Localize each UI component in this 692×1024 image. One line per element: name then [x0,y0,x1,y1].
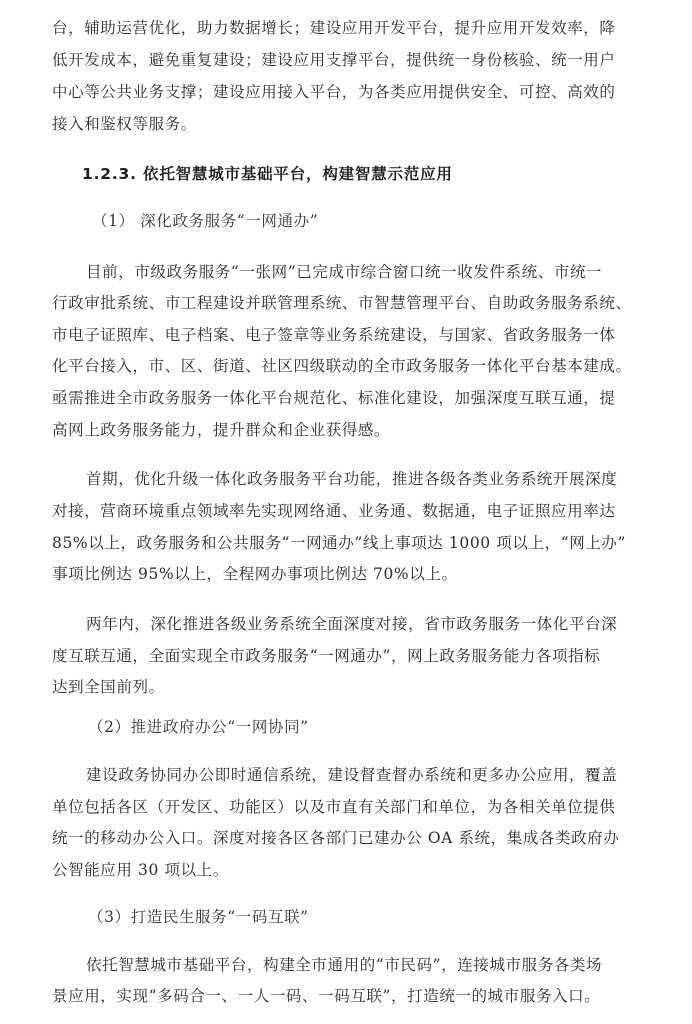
body-text-line: 中心等公共业务支撑；建设应用接入平台，为各类应用提供安全、可控、高效的 [52,83,616,101]
body-text-line: 亟需推进全市政务服务一体化平台规范化、标准化建设，加强深度互联互通，提 [52,389,616,407]
body-text-line: 公智能应用 30 项以上。 [52,861,229,879]
body-text-line: 首期，优化升级一体化政务服务平台功能，推进各级各类业务系统开展深度 [86,470,618,488]
body-text-line: 市电子证照库、电子档案、电子签章等业务系统建设，与国家、省政务服务一体 [52,326,616,344]
body-text-line: 景应用，实现“多码合一、一人一码、一码互联”，打造统一的城市服务入口。 [52,987,601,1005]
body-text-line: 依托智慧城市基础平台，构建全市通用的“市民码”，连接城市服务各类场 [86,956,603,974]
body-text-line: 高网上政务服务能力，提升群众和企业获得感。 [52,421,391,439]
body-text-line: 对接，营商环境重点领域率先实现网络通、业务通、数据通，电子证照应用率达 [52,502,616,520]
body-text-line: 低开发成本，避免重复建设；建设应用支撑平台，提供统一身份核验、统一用户 [52,51,616,69]
subsection-heading: （1） 深化政务服务“一网通办” [92,212,319,230]
section-heading: 1.2.3. 依托智慧城市基础平台，构建智慧示范应用 [82,165,453,183]
subsection-heading: （3）打造民生服务“一码互联” [88,908,309,926]
body-text-line: 化平台接入，市、区、街道、社区四级联动的全市政务服务一体化平台基本建成。 [52,357,632,375]
body-text-line: 两年内，深化推进各级业务系统全面深度对接，省市政务服务一体化平台深 [86,615,618,633]
body-text-line: 建设政务协同办公即时通信系统，建设督查督办系统和更多办公应用，覆盖 [86,766,618,784]
body-text-line: 单位包括各区（开发区、功能区）以及市直有关部门和单位，为各相关单位提供 [52,798,616,816]
body-text-line: 度互联互通，全面实现全市政务服务“一网通办”，网上政务服务能力各项指标 [52,647,601,665]
subsection-heading: （2）推进政府办公“一网协同” [88,718,309,736]
body-text-line: 台，辅助运营优化，助力数据增长；建设应用开发平台，提升应用开发效率，降 [52,19,616,37]
body-text-line: 达到全国前列。 [52,678,165,696]
body-text-line: 事项比例达 95%以上，全程网办事项比例达 70%以上。 [52,565,458,583]
body-text-line: 接入和鉴权等服务。 [52,115,197,133]
body-text-line: 目前，市级政务服务“一张网”已完成市综合窗口统一收发件系统、市统一 [86,263,603,281]
body-text-line: 统一的移动办公入口。深度对接各区各部门已建办公 OA 系统，集成各类政府办 [52,829,620,847]
body-text-line: 行政审批系统、市工程建设并联管理系统、市智慧管理平台、自助政务服务系统、 [52,294,632,312]
body-text-line: 85%以上，政务服务和公共服务“一网通办”线上事项达 1000 项以上，“网上办” [52,534,627,552]
